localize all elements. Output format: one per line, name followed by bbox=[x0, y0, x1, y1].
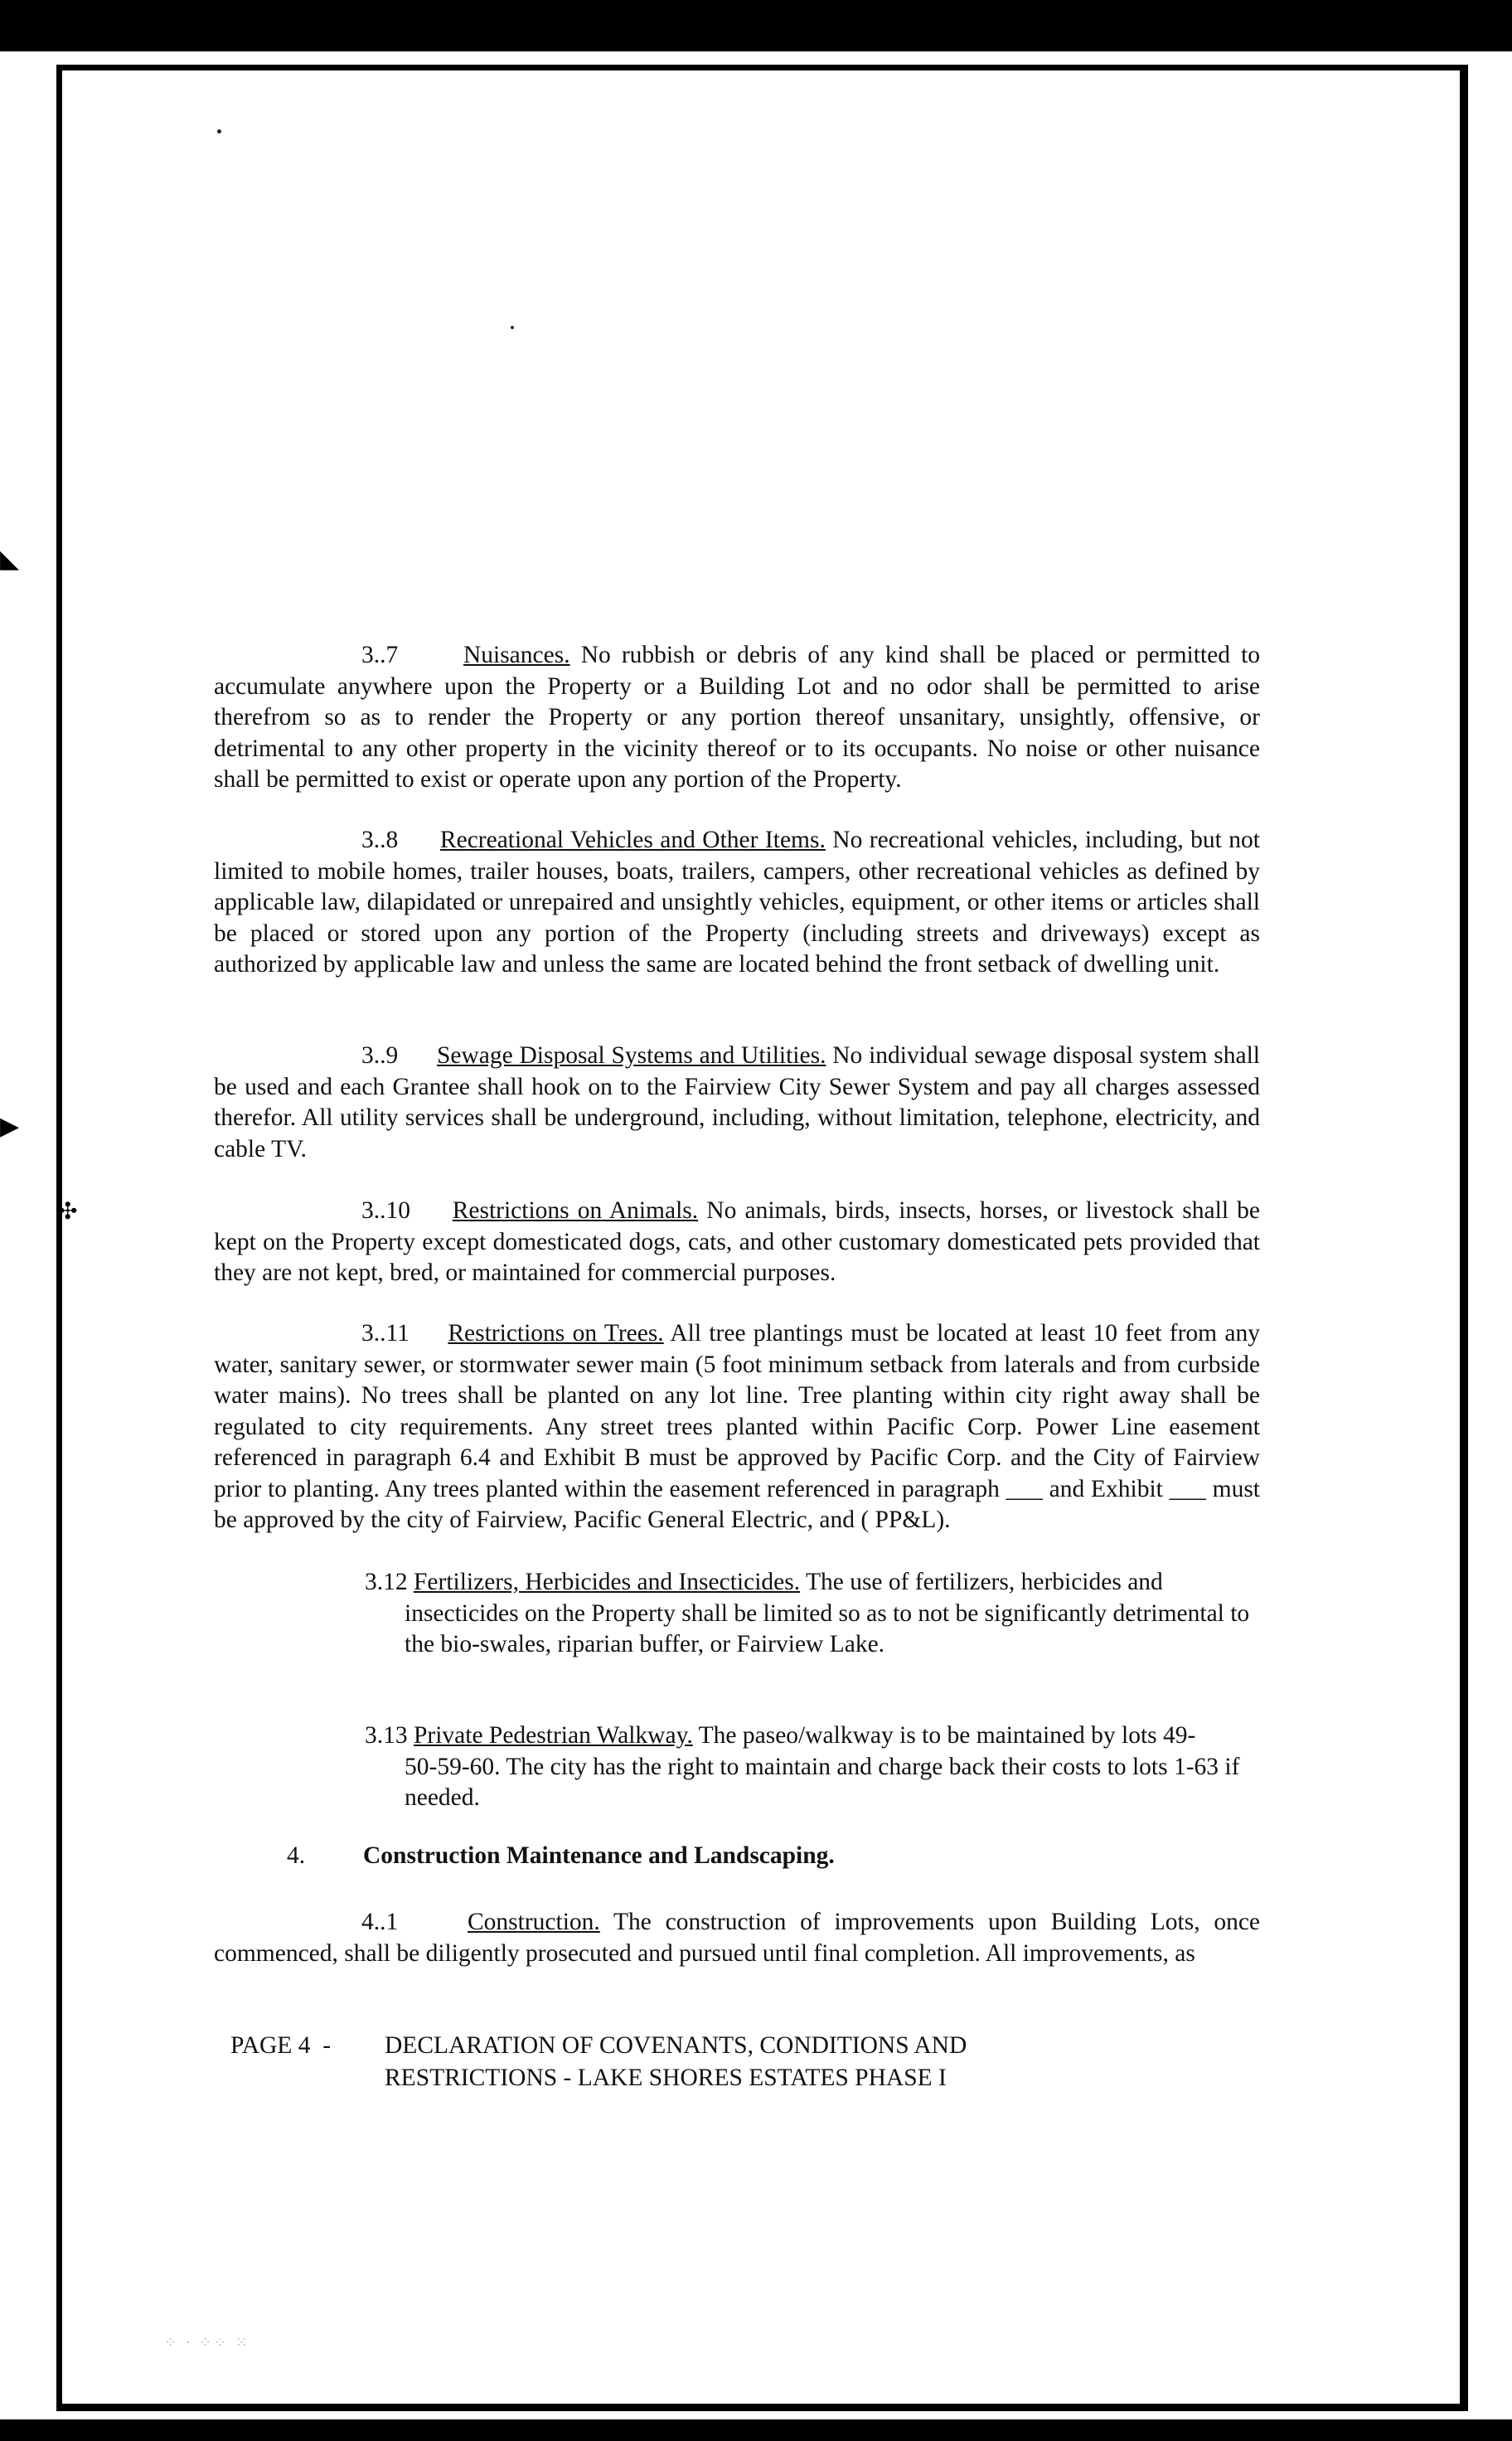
section-body-first: The paseo/walkway is to be maintained by lots 49- bbox=[692, 1722, 1196, 1749]
section-title: Recreational Vehicles and Other Items. bbox=[439, 827, 826, 853]
scan-top-edge bbox=[0, 0, 1512, 51]
edge-mark-icon: ✣ bbox=[58, 1199, 78, 1225]
section-body: No individual sewage disposal system shall be used and each Grantee shall hook on to the Fairview City Sewer System and pay all charges assessed therefor. All utility services shall be underground, including, without limitation, telephone, electricity, and cable TV. bbox=[214, 1042, 1261, 1162]
section-4-heading bbox=[287, 1842, 835, 1870]
section-body: No rubbish or debris of any kind shall be placed or permitted to accumulate anywhere upon the Property or a Building Lot and no odor shall be permitted to arise therefrom so as to render the Property or any portion thereof unsanitary, unsightly, offensive, or detrimental to any other property in the vicinity thereof or to its occupants. No noise or other nuisance shall be permitted to exist or operate upon any portion of the Property. bbox=[214, 642, 1261, 793]
section-body-first: The use of fertilizers, herbicides and bbox=[800, 1569, 1163, 1595]
speck bbox=[217, 129, 221, 133]
section-number: 3..10 bbox=[361, 1197, 410, 1224]
section-number: 4..1 bbox=[361, 1909, 399, 1935]
section-body: The construction of improvements upon Building Lots, once commenced, shall be diligently prosecuted and pursued until final completion. All improvements, as bbox=[214, 1909, 1261, 1967]
section-3-12 bbox=[365, 1567, 1252, 1661]
footer-separator: - bbox=[322, 2032, 332, 2059]
section-title: Nuisances. bbox=[463, 642, 570, 668]
section-body-rest: 50-59-60. The city has the right to maintain and charge back their costs to lots 1-63 if needed. bbox=[405, 1753, 1240, 1811]
section-body: All tree plantings must be located at least 10 feet from any water, sanitary sewer, or stormwater sewer main (5 foot minimum setback from laterals and from curbside water mains). No trees shall be planted on any lot line. Tree planting within city right away shall be regulated to city requirements. Any street trees planted within Pacific Corp. Power Line easement referenced in paragraph 6.4 and Exhibit B must be approved by Pacific Corp. and the City of Fairview prior to planting. Any trees planted within the easement referenced in paragraph ___ and Exhibit ___ must be approved by the city of Fairview, Pacific General Electric, and ( PP&L). bbox=[214, 1320, 1260, 1533]
scan-bottom-edge bbox=[0, 2419, 1512, 2441]
section-4-1 bbox=[214, 1907, 1260, 1969]
section-number: 3..8 bbox=[361, 827, 399, 853]
section-3-7 bbox=[214, 640, 1260, 796]
faint-recording-stamp: ⁘ · ⁘⁘ ⁙ bbox=[164, 2334, 250, 2351]
section-title: Private Pedestrian Walkway. bbox=[414, 1722, 693, 1749]
edge-mark-icon: ▶ bbox=[0, 1113, 20, 1140]
section-body: No recreational vehicles, including, but not limited to mobile homes, trailer houses, boats, trailers, campers, other recreational vehicles as defined by applicable law, dilapidated or unrepaired and unsightly vehicles, equipment, or other items or articles shall be placed or stored upon any portion of the Property (including streets and driveways) except as authorized by applicable law and unless the same are located behind the front setback of dwelling unit. bbox=[214, 827, 1260, 978]
section-title: Restrictions on Animals. bbox=[452, 1197, 699, 1224]
section-body: No animals, birds, insects, horses, or livestock shall be kept on the Property except domesticated dogs, cats, and other customary domesticated pets provided that they are not kept, bred, or maintained for commercial purposes. bbox=[214, 1197, 1261, 1286]
page-footer bbox=[230, 2030, 967, 2094]
section-3-8 bbox=[214, 825, 1260, 981]
section-3-11 bbox=[214, 1318, 1260, 1536]
edge-mark-icon: ◣ bbox=[0, 546, 20, 573]
speck bbox=[511, 326, 514, 329]
section-number: 3..7 bbox=[361, 642, 399, 668]
section-title: Construction Maintenance and Landscaping. bbox=[363, 1842, 835, 1869]
section-number: 3..11 bbox=[361, 1320, 410, 1347]
footer-title-line2: RESTRICTIONS - LAKE SHORES ESTATES PHASE I bbox=[385, 2065, 947, 2091]
section-title: Fertilizers, Herbicides and Insecticides. bbox=[414, 1569, 801, 1595]
page-number: PAGE 4 bbox=[230, 2032, 311, 2059]
section-number: 4. bbox=[287, 1842, 306, 1869]
footer-title-line1: DECLARATION OF COVENANTS, CONDITIONS AND bbox=[385, 2032, 967, 2059]
section-3-9 bbox=[214, 1041, 1260, 1165]
section-number: 3.12 bbox=[365, 1569, 408, 1595]
section-number: 3..9 bbox=[361, 1042, 399, 1069]
section-number: 3.13 bbox=[365, 1722, 408, 1749]
section-title: Construction. bbox=[467, 1909, 600, 1935]
section-3-10 bbox=[214, 1196, 1260, 1289]
section-title: Sewage Disposal Systems and Utilities. bbox=[436, 1042, 826, 1069]
section-body-rest: insecticides on the Property shall be limited so as to not be significantly detrimental to the bio-swales, riparian buffer, or Fairview Lake. bbox=[405, 1599, 1250, 1657]
section-3-13 bbox=[365, 1720, 1252, 1814]
section-title: Restrictions on Trees. bbox=[448, 1320, 664, 1347]
